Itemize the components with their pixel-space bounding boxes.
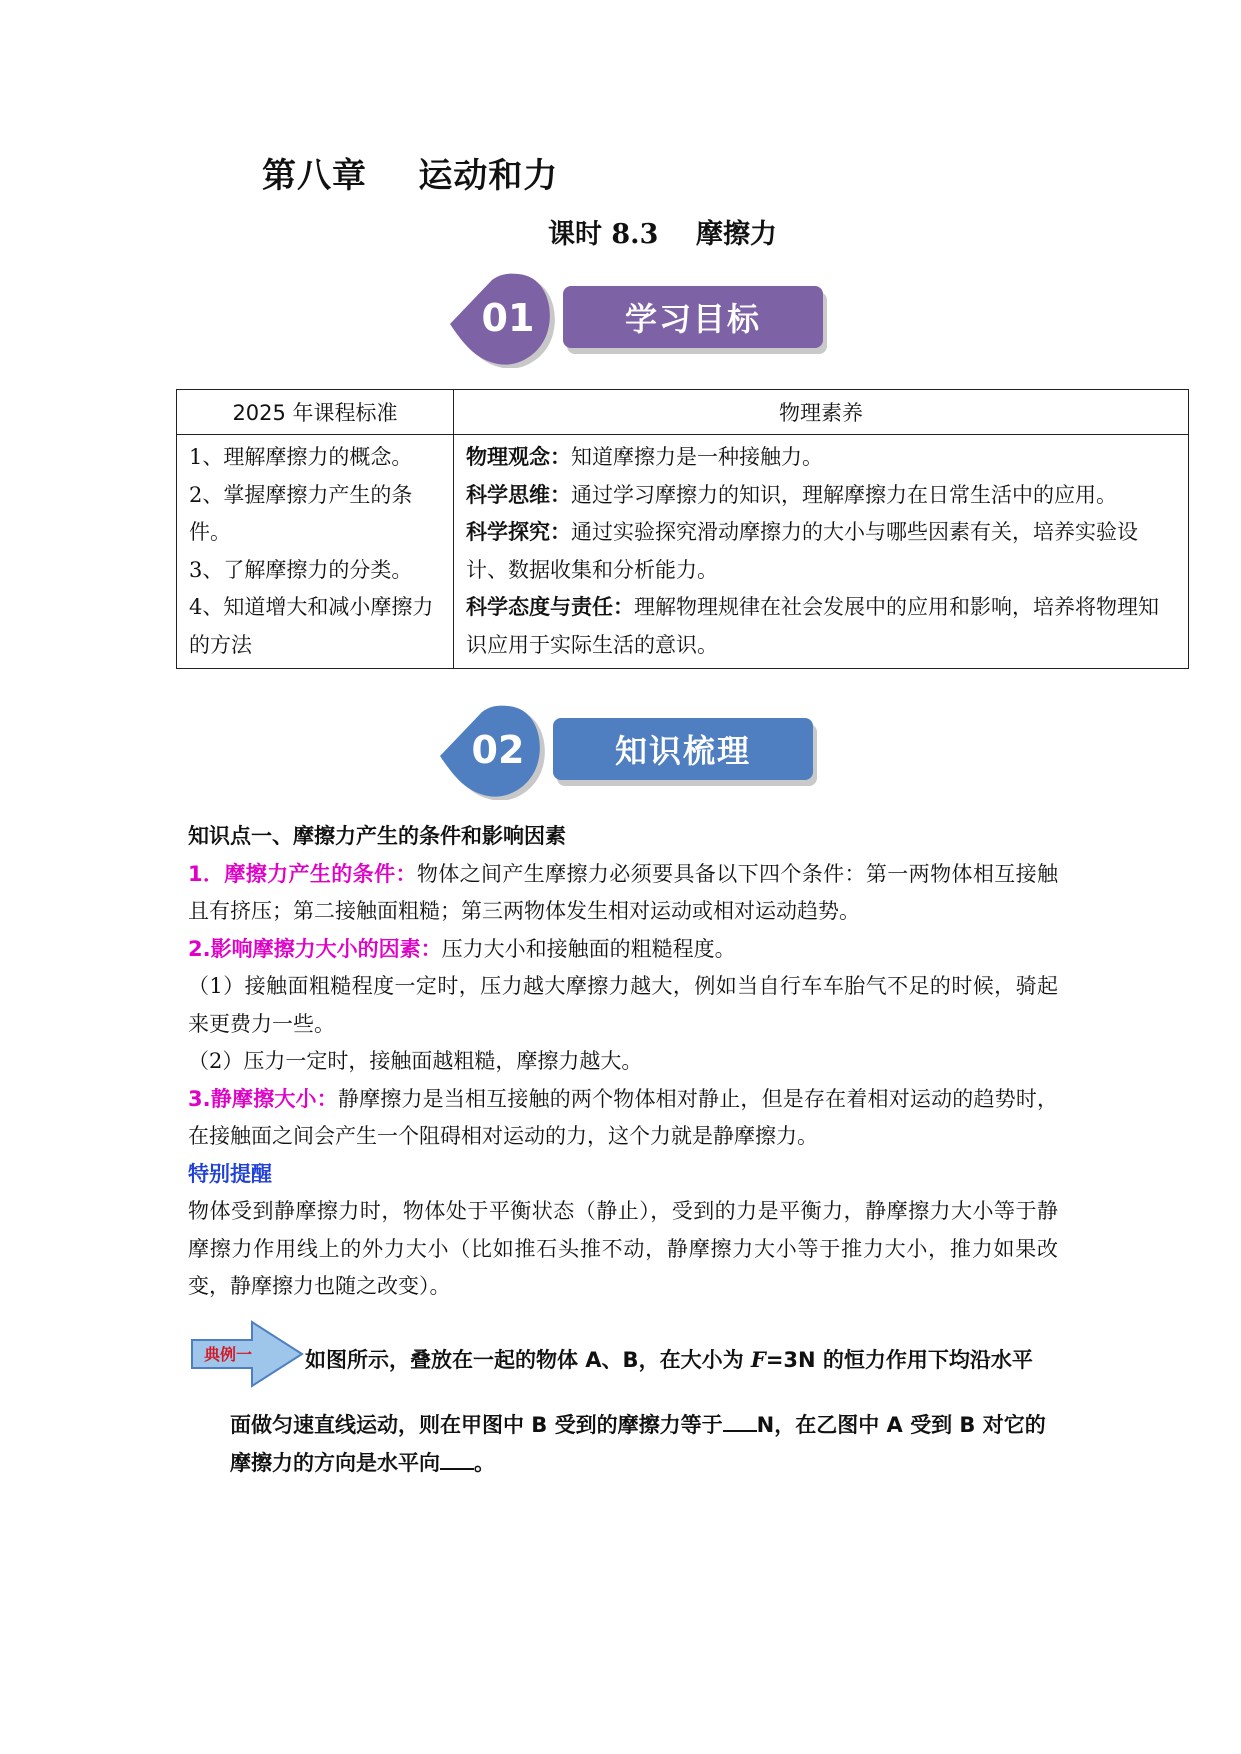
literacy-text: 通过学习摩擦力的知识，理解摩擦力在日常生活中的应用。 (571, 482, 1117, 507)
literacy-lead: 科学探究： (466, 520, 571, 544)
section-banner-learning-goals (448, 268, 868, 378)
static-friction-label: 3.静摩擦大小： (188, 1086, 338, 1111)
section-banner-knowledge-review (438, 700, 858, 810)
example-badge (190, 1320, 305, 1388)
factors-sub-2: （2）压力一定时，接触面越粗糙，摩擦力越大。 (188, 1049, 643, 1073)
banner-label: 学习目标 (563, 286, 823, 348)
factors-text: 压力大小和接触面的粗糙程度。 (441, 936, 736, 961)
conditions-text: 物体之间产生摩擦力必须要具备以下四个条件：第一两物体相互接触且有挤压；第二接触面粗糙；第三两物体发生相对运动或相对运动趋势。 (188, 861, 1058, 923)
example-text: 如图所示，叠放在一起的物体 A、B，在大小为 (305, 1348, 751, 1372)
lesson-title: 课时 8.3 摩擦力 (548, 219, 777, 250)
banner-number: 02 (471, 728, 525, 772)
example-line-2 (230, 1407, 1070, 1445)
literacy-cell (454, 435, 1189, 669)
literacy-text: 理解物理规律在社会发展中的应用和影响，培养将物理知识应用于实际生活的意识。 (466, 595, 1159, 657)
standard-item: 4、知道增大和减小摩擦力的方法 (189, 595, 434, 657)
banner-number: 01 (481, 296, 535, 340)
example-text: N，在乙图中 A 受到 B 对它的 (756, 1413, 1046, 1437)
factors-sub-1: （1）接触面粗糙程度一定时，压力越大摩擦力越大，例如当自行车车胎气不足的时候，骑起来更费力一些。 (188, 974, 1058, 1036)
force-variable: F (750, 1347, 766, 1372)
example-badge-label: 典例一 (203, 1345, 252, 1364)
paragraph-static-friction (188, 1081, 1058, 1156)
example-line-3 (230, 1445, 1070, 1483)
literacy-item (466, 514, 1176, 589)
chapter-title: 第八章 运动和力 (262, 156, 559, 196)
standard-item: 3、了解摩擦力的分类。 (189, 557, 413, 582)
note-title: 特别提醒 (188, 1161, 272, 1186)
paragraph-conditions (188, 856, 1058, 931)
example-text: 面做匀速直线运动，则在甲图中 B 受到的摩擦力等于 (230, 1413, 723, 1437)
example-text: 摩擦力的方向是水平向 (230, 1451, 440, 1475)
paragraph-factors (188, 931, 1058, 969)
literacy-item (466, 439, 1176, 477)
example-text: 。 (474, 1451, 495, 1475)
literacy-lead: 科学思维： (466, 482, 571, 507)
literacy-text: 知道摩擦力是一种接触力。 (571, 445, 823, 469)
literacy-item (466, 477, 1176, 515)
answer-blank[interactable] (440, 1447, 474, 1470)
standard-item: 1、理解摩擦力的概念。 (189, 445, 413, 469)
standards-table (176, 389, 1189, 669)
knowledge-heading: 知识点一、摩擦力产生的条件和影响因素 (188, 824, 566, 848)
banner-label: 知识梳理 (553, 718, 813, 780)
example-line-1 (305, 1341, 1065, 1380)
literacy-text: 通过实验探究滑动摩擦力的大小与哪些因素有关，培养实验设计、数据收集和分析能力。 (466, 520, 1138, 582)
static-friction-text: 静摩擦力是当相互接触的两个物体相对静止，但是存在着相对运动的趋势时，在接触面之间会产生一个阻碍相对运动的力，这个力就是静摩擦力。 (188, 1086, 1058, 1148)
example-text: =3N 的恒力作用下均沿水平 (765, 1348, 1033, 1372)
table-header-literacy: 物理素养 (454, 390, 1189, 435)
factors-label: 2.影响摩擦力大小的因素： (188, 936, 442, 961)
knowledge-section (188, 818, 1058, 1306)
literacy-lead: 物理观念： (466, 445, 571, 469)
standards-cell (177, 435, 454, 669)
answer-blank[interactable] (723, 1409, 757, 1432)
literacy-item (466, 589, 1176, 664)
note-text: 物体受到静摩擦力时，物体处于平衡状态（静止），受到的力是平衡力，静摩擦力大小等于静摩擦力作用线上的外力大小（比如推石头推不动，静摩擦力大小等于推力大小，推力如果改变，静摩擦力也随之改变）。 (188, 1199, 1058, 1298)
conditions-label: 1．摩擦力产生的条件： (188, 861, 417, 886)
table-header-standards: 2025 年课程标准 (177, 390, 454, 435)
standard-item: 2、掌握摩擦力产生的条件。 (189, 482, 413, 544)
literacy-lead: 科学态度与责任： (466, 595, 634, 619)
